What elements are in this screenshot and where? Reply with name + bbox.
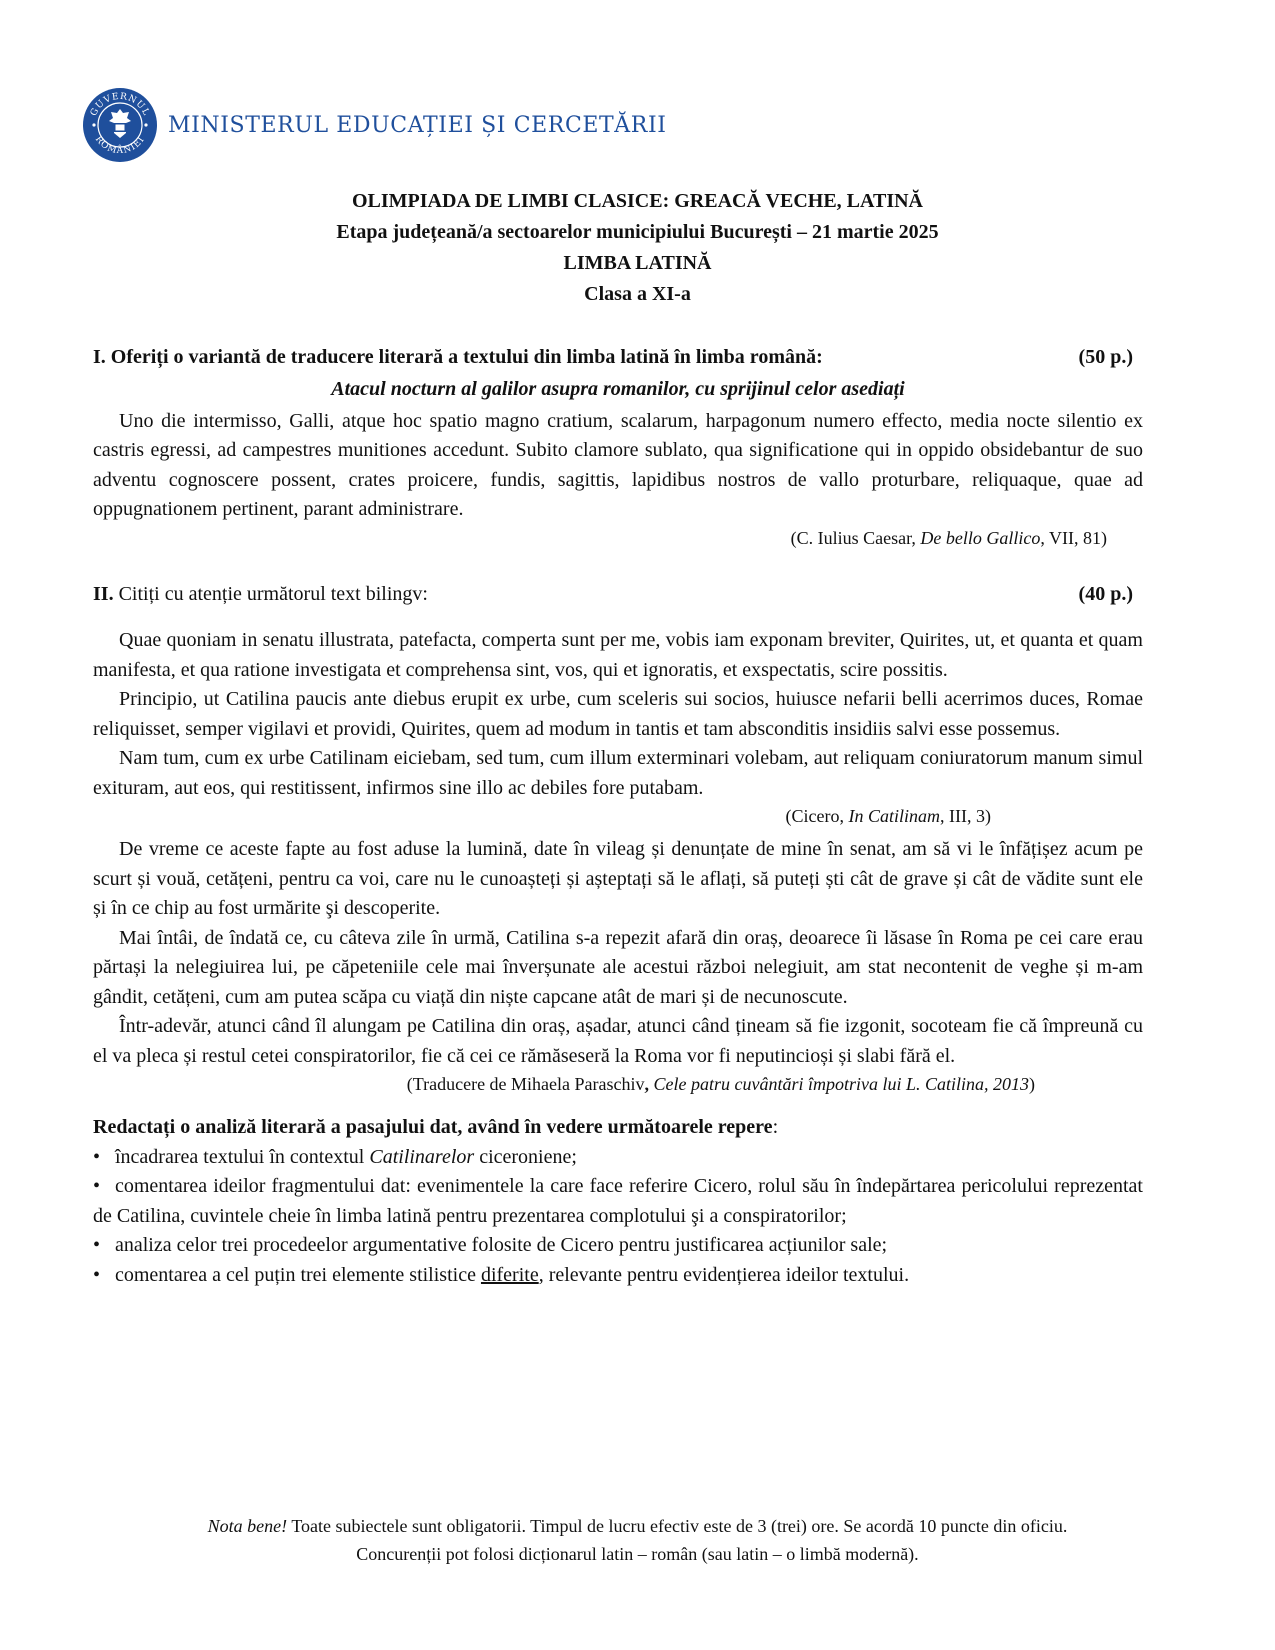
bullet-icon: • (93, 1263, 101, 1286)
task-heading: Redactați o analiză literară a pasajului dat, având în vedere următoarele repere: (93, 1116, 779, 1138)
bullet-icon: • (93, 1145, 101, 1168)
romanian-paragraph: De vreme ce aceste fapte au fost aduse la lumină, date în vileag și denunțate de mine în senat, am să vi le înfățișez acum pe scurt și vouă, cetățeni, pentru ca voi, care nu le cunoașteți și așteptați să le aflați, să puteți ști cât de grave și cât de vădite sunt ele și în ce chip au fost urmărite şi descoperite. (93, 838, 1143, 919)
section-2 (93, 580, 1143, 1290)
ministry-name: MINISTERUL EDUCAȚIEI ȘI CERCETĂRII (168, 112, 667, 138)
exam-titles (0, 186, 1275, 310)
section-2-heading: Citiți cu atenție următorul text bilingv: (113, 583, 428, 605)
bullet-icon: • (93, 1175, 101, 1197)
section-1 (93, 343, 1143, 551)
footer-line-1: Nota bene! Toate subiectele sunt obligatorii. Timpul de lucru efectiv este de 3 (trei) ore. Se acordă 10 puncte din oficiu. (207, 1516, 1068, 1536)
latin-text-caesar: Uno die intermisso, Galli, atque hoc spatio magno cratium, scalarum, harpagonum numero effecto, media nocte silentio ex castris egressi, ad campestres munitiones accedunt. Subito clamore sublato, qua significatione qui in oppido obsidebantur de suo adventu cognoscere possent, crates proicere, fundis, sagittis, lapidibus nostros de vallo proturbare, reliquaque, quae ad oppugnationem pertinent, parant administrare. (93, 409, 1143, 520)
cicero-source: (Cicero, In Catilinam, III, 3) (785, 806, 991, 826)
task-bullet: • comentarea ideilor fragmentului dat: evenimentele la care face referire Cicero, rolul său în îndepărtarea pericolului reprezentat de Catilina, cuvintele cheie în limba latină pentru prezentarea complotului şi a conspiratorilor; (93, 1172, 1143, 1231)
section-2-points: (40 p.) (1078, 583, 1133, 605)
grade-title: Clasa a XI-a (584, 283, 691, 305)
footer-line-2: Concurenții pot folosi dicționarul latin – român (sau latin – o limbă modernă). (356, 1544, 919, 1564)
task-bullet: • încadrarea textului în contextul Catilinarelor ciceroniene; (93, 1143, 1143, 1173)
task-bullets (93, 1143, 1143, 1291)
task-bullet: • comentarea a cel puțin trei elemente stilistice diferite, relevante pentru evidențierea ideilor textului. (93, 1261, 1143, 1291)
svg-text:GUVERNUL: GUVERNUL (88, 91, 152, 118)
section-1-subtitle: Atacul nocturn al galilor asupra romanilor, cu sprijinul celor asediați (331, 378, 905, 400)
romanian-paragraph: Mai întâi, de îndată ce, cu câteva zile în urmă, Catilina s-a repezit afară din oraș, deoarece îi lăsase în Roma pe cei care erau părtași la nelegiuirea lui, pe căpeteniile cele mai înverșunate ale acestui război nelegiuit, am stat necontenit de veghe și m-am gândit, cetățeni, cum am putea scăpa cu viață din niște capcane atât de mari și de necunoscute. (93, 926, 1143, 1008)
translation-source: (Traducere de Mihaela Paraschiv, Cele patru cuvântări împotriva lui L. Catilina, 2013) (406, 1074, 1035, 1094)
olympiad-title: OLIMPIADA DE LIMBI CLASICE: GREACĂ VECHE, LATINĂ (351, 190, 923, 212)
section-2-number: II. (93, 583, 114, 605)
caesar-source: (C. Iulius Caesar, De bello Gallico, VII, 81) (790, 527, 1107, 548)
section-1-heading: I. Oferiți o variantă de traducere literară a textului din limba latină în limba română: (93, 346, 823, 368)
latin-paragraph: Quae quoniam in senatu illustrata, patefacta, comperta sunt per me, vobis iam exponam breviter, Quirites, ut, et quanta et quam manifesta, et qua ratione investigata et comprehensa sint, vos, qui et ignoratis, et exspectatis, scire possitis. (93, 629, 1143, 681)
subject-title: LIMBA LATINĂ (563, 252, 712, 274)
bullet-icon: • (93, 1234, 101, 1256)
task-bullet: • analiza celor trei procedeelor argumentative folosite de Cicero pentru justificarea acțiunilor sale; (93, 1231, 1143, 1261)
romanian-paragraph: Într-adevăr, atunci când îl alungam pe Catilina din oraș, așadar, atunci când țineam să fie izgonit, socoteam fie că împreună cu el va pleca și restul cetei conspiratorilor, fie că cei ce rămăseseră la Roma vor fi neputincioși și slabi fără el. (93, 1015, 1143, 1067)
latin-paragraph: Principio, ut Catilina paucis ante diebus erupit ex urbe, cum sceleris sui socios, huiusce nefarii belli acerrimos duces, Romae reliquisset, semper vigilavi et providi, Quirites, quem ad modum in tantis et tam absconditis insidiis salvi esse possemus. (93, 688, 1143, 740)
nota-bene-footer (0, 1512, 1275, 1568)
latin-paragraph: Nam tum, cum ex urbe Catilinam eiciebam, sed tum, cum illum exterminari volebam, aut reliquam coniuratorum manum simul exituram, aut eos, qui restitissent, infirmos sine illo ac debiles fore putabam. (93, 747, 1143, 799)
government-seal-icon (82, 87, 158, 163)
ministry-header (82, 85, 667, 165)
section-2-header (93, 580, 1143, 610)
svg-text:ROMÂNIEI: ROMÂNIEI (92, 134, 148, 157)
section-1-points: (50 p.) (1078, 346, 1133, 368)
stage-title: Etapa județeană/a sectoarelor municipiului București – 21 martie 2025 (336, 221, 939, 243)
section-1-header (93, 343, 1143, 373)
